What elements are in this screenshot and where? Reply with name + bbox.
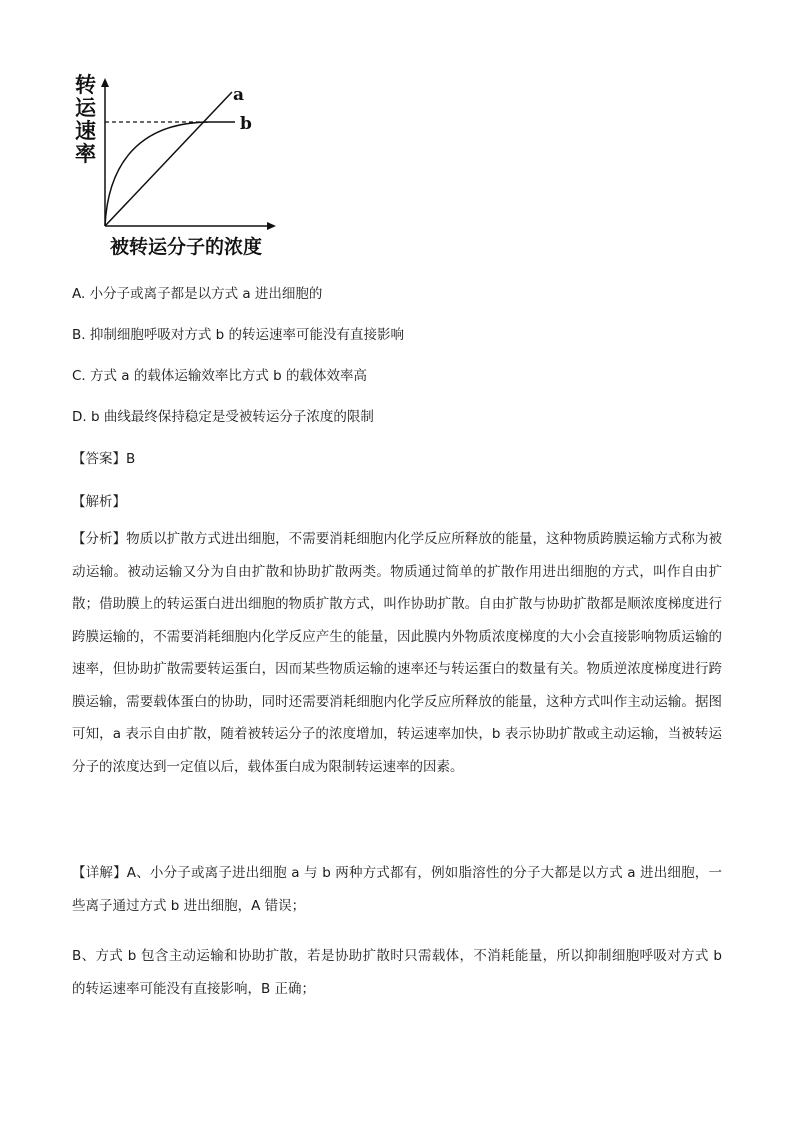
analysis-paragraph: 【分析】物质以扩散方式进出细胞，不需要消耗细胞内化学反应所释放的能量，这种物质跨膜运输方式称为被动运输。被动运输又分为自由扩散和协助扩散两类。物质通过简单的扩散作用进出细胞的方式，叫作自由扩散；借助膜上的转运蛋白进出细胞的物质扩散方式，叫作协助扩散。自由扩散与协助扩散都是顺浓度梯度进行跨膜运输的，不需要消耗细胞内化学反应产生的能量，因此膜内外物质浓度梯度的大小会直接影响物质运输的速率，但协助扩散需要转运蛋白，因而某些物质运输的速率还与转运蛋白的数量有关。物质逆浓度梯度进行跨膜运输，需要载体蛋白的协助，同时还需要消耗细胞内化学反应所释放的能量，这种方式叫作主动运输。据图可知，a 表示自由扩散，随着被转运分子的浓度增加，转运速率加快，b 表示协助扩散或主动运输，当被转运分子的浓度达到一定值以后，载体蛋白成为限制转运速率的因素。 [72, 531, 722, 775]
analysis-heading: 【解析】 [72, 494, 126, 510]
curve-b-label: b [240, 114, 252, 134]
y-axis-label-char: 转 [75, 73, 96, 97]
answer-line: 【答案】B [72, 451, 136, 467]
curve-b-line [105, 122, 235, 226]
option-d: D. b 曲线最终保持稳定是受被转运分子浓度的限制 [72, 409, 374, 425]
y-axis-label-char: 速 [75, 119, 96, 143]
curve-a-label: a [233, 85, 245, 105]
option-a: A. 小分子或离子都是以方式 a 进出细胞的 [72, 286, 323, 302]
option-c: C. 方式 a 的载体运输效率比方式 b 的载体效率高 [72, 368, 368, 384]
y-axis-arrow [101, 78, 109, 87]
transport-rate-chart [70, 68, 320, 268]
detail-b-paragraph: B、方式 b 包含主动运输和协助扩散，若是协助扩散时只需载体，不消耗能量，所以抑制细胞呼吸对方式 b 的转运速率可能没有直接影响，B 正确； [72, 948, 722, 997]
transport-rate-figure [70, 68, 320, 268]
option-b: B. 抑制细胞呼吸对方式 b 的转运速率可能没有直接影响 [72, 327, 404, 343]
curve-a-line [105, 92, 232, 226]
y-axis-label-char: 率 [75, 142, 96, 166]
x-axis-arrow [267, 222, 276, 230]
x-axis-label: 被转运分子的浓度 [110, 236, 263, 258]
detail-a-paragraph: 【详解】A、小分子或离子进出细胞 a 与 b 两种方式都有，例如脂溶性的分子大都是以方式 a 进出细胞，一些离子通过方式 b 进出细胞，A 错误； [72, 865, 722, 914]
y-axis-label-char: 运 [75, 96, 96, 120]
